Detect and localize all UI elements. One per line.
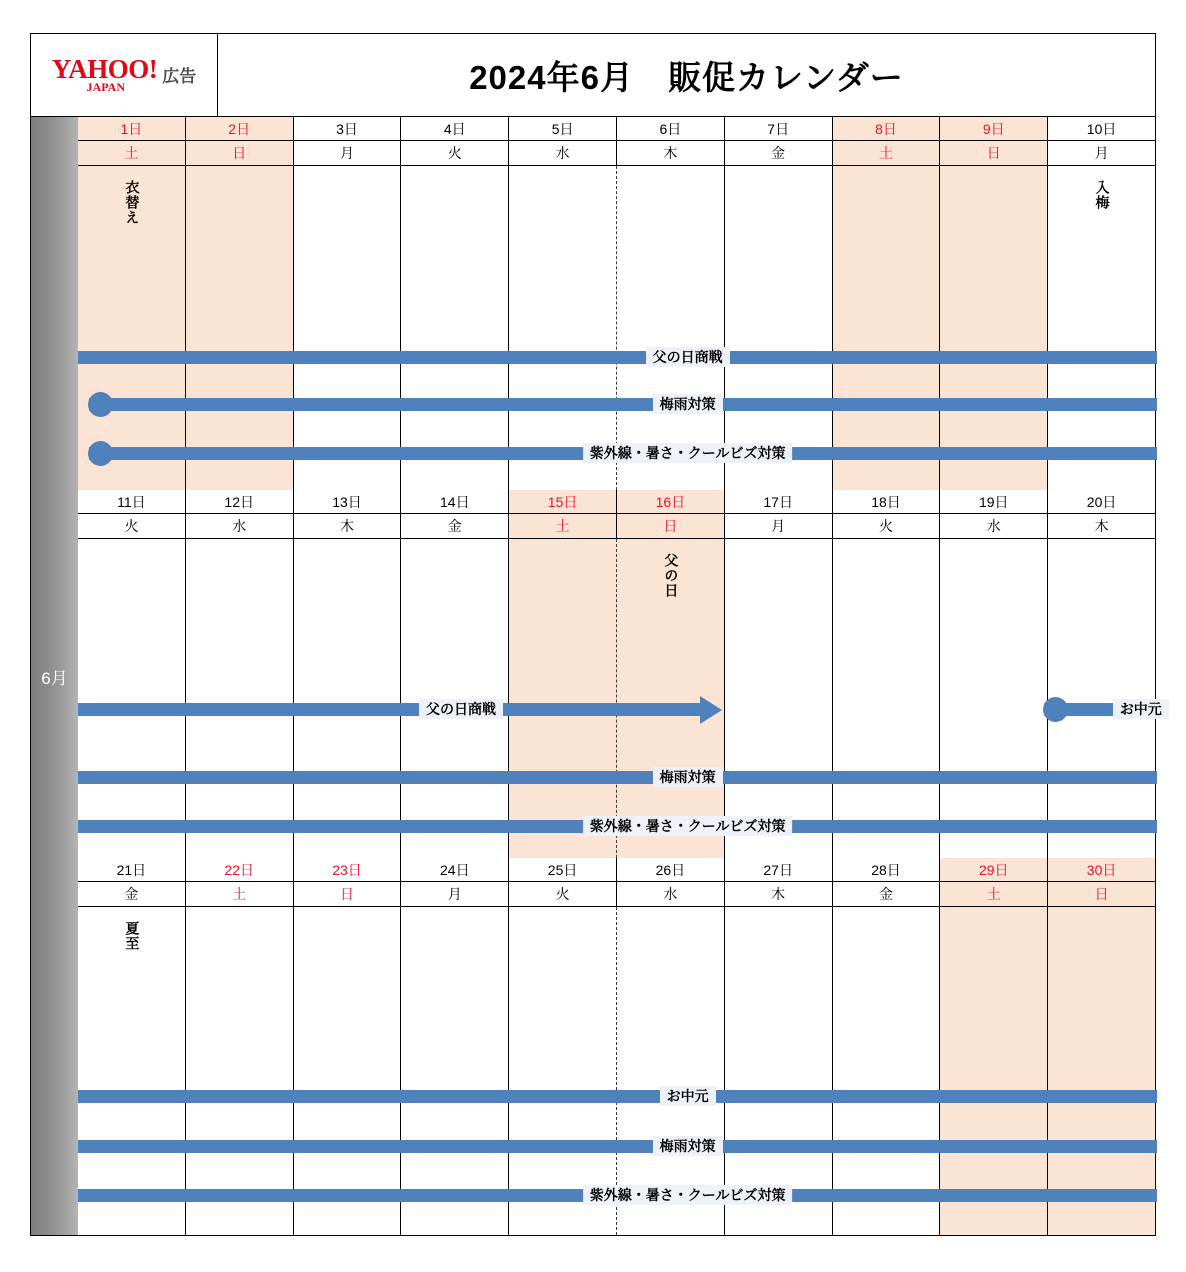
day-event-label: 衣替え [124,180,141,225]
date-header-row [78,490,1155,514]
date-cell[interactable]: 28日 [833,858,941,881]
campaign-label: 梅雨対策 [653,1136,723,1156]
campaign-bar[interactable] [89,398,1157,411]
date-cell[interactable]: 4日 [401,117,509,140]
day-column[interactable] [509,166,617,490]
date-cell[interactable]: 23日 [294,858,402,881]
date-cell[interactable]: 10日 [1048,117,1155,140]
day-column[interactable] [294,539,402,858]
weekday-cell: 木 [617,141,725,165]
date-cell[interactable]: 11日 [78,490,186,513]
day-column[interactable] [401,166,509,490]
day-column[interactable] [940,166,1048,490]
week-body [78,539,1162,858]
month-sidebar [31,117,78,1235]
weekday-cell: 月 [401,882,509,906]
weekday-cell: 水 [186,514,294,538]
date-cell[interactable]: 19日 [940,490,1048,513]
calendar-header [30,33,1156,117]
day-column[interactable] [833,166,941,490]
weekday-cell: 月 [294,141,402,165]
weekday-cell: 日 [294,882,402,906]
day-column[interactable] [1048,166,1155,490]
weekday-cell: 土 [186,882,294,906]
date-cell[interactable]: 18日 [833,490,941,513]
date-cell[interactable]: 1日 [78,117,186,140]
day-column[interactable] [1048,907,1155,1235]
campaign-bar[interactable] [78,771,1157,784]
weekday-cell: 金 [401,514,509,538]
campaign-bar[interactable] [78,1140,1157,1153]
day-column[interactable] [78,907,186,1235]
date-cell[interactable]: 12日 [186,490,294,513]
day-column[interactable] [725,166,833,490]
date-header-row [78,117,1155,141]
date-cell[interactable]: 30日 [1048,858,1155,881]
date-cell[interactable]: 5日 [509,117,617,140]
weekday-cell: 水 [940,514,1048,538]
date-cell[interactable]: 21日 [78,858,186,881]
weekday-cell: 水 [617,882,725,906]
weekday-cell: 土 [78,141,186,165]
date-cell[interactable]: 20日 [1048,490,1155,513]
day-column[interactable] [186,907,294,1235]
date-cell[interactable]: 9日 [940,117,1048,140]
day-event-label: 父の日 [663,553,680,598]
date-header-row [78,858,1155,882]
date-cell[interactable]: 16日 [617,490,725,513]
campaign-bar[interactable] [78,1090,1157,1103]
weekday-cell: 木 [294,514,402,538]
weekday-header-row [78,141,1155,166]
weeks-container [78,117,1162,1235]
weekday-cell: 金 [78,882,186,906]
campaign-label: 紫外線・暑さ・クールビズ対策 [583,1185,793,1205]
weekday-header-row [78,882,1155,907]
weekday-cell: 火 [509,882,617,906]
weekday-cell: 月 [1048,141,1155,165]
day-column[interactable] [294,166,402,490]
campaign-bar[interactable] [78,351,1157,364]
campaign-label: 紫外線・暑さ・クールビズ対策 [583,816,793,836]
day-column[interactable] [509,539,617,858]
day-event-label: 入梅 [1094,180,1111,210]
day-column[interactable] [294,907,402,1235]
day-columns [78,539,1155,858]
weekday-cell: 木 [1048,514,1155,538]
weekday-cell: 土 [509,514,617,538]
weekday-cell: 土 [940,882,1048,906]
date-cell[interactable]: 14日 [401,490,509,513]
weekday-cell: 火 [401,141,509,165]
campaign-bar[interactable] [78,703,704,716]
weekday-cell: 金 [725,141,833,165]
weekday-header-row [78,514,1155,539]
weekday-cell: 土 [833,141,941,165]
date-cell[interactable]: 6日 [617,117,725,140]
date-cell[interactable]: 27日 [725,858,833,881]
weekday-cell: 火 [833,514,941,538]
calendar-sheet [30,117,1162,1236]
day-column[interactable] [78,166,186,490]
campaign-label: 梅雨対策 [653,767,723,787]
month-label: 6月 [41,668,68,688]
weekday-cell: 日 [1048,882,1155,906]
week-body [78,907,1155,1235]
campaign-label: 紫外線・暑さ・クールビズ対策 [583,443,793,463]
weekday-cell: 水 [509,141,617,165]
date-cell[interactable]: 8日 [833,117,941,140]
day-event-label: 夏至 [124,921,141,951]
date-cell[interactable]: 17日 [725,490,833,513]
weekday-cell: 日 [186,141,294,165]
date-cell[interactable]: 29日 [940,858,1048,881]
day-column[interactable] [725,539,833,858]
date-cell[interactable]: 26日 [617,858,725,881]
week-row [78,117,1155,490]
weekday-cell: 金 [833,882,941,906]
weekday-cell: 月 [725,514,833,538]
day-column[interactable] [940,539,1048,858]
week-row [78,490,1162,858]
campaign-label: お中元 [660,1086,716,1106]
day-column[interactable] [78,539,186,858]
japan-subtext: JAPAN [86,80,125,94]
day-column[interactable] [617,539,725,858]
campaign-label: 梅雨対策 [653,394,723,414]
day-column[interactable] [617,166,725,490]
campaign-label: 父の日商戦 [646,347,730,367]
day-column[interactable] [186,166,294,490]
day-column[interactable] [186,539,294,858]
weekday-cell: 日 [940,141,1048,165]
week-body [78,166,1155,490]
date-cell[interactable]: 15日 [509,490,617,513]
day-columns [78,166,1155,490]
yahoo-japan-ads-logo [52,56,197,92]
date-cell[interactable]: 13日 [294,490,402,513]
yahoo-wordmark [52,56,158,92]
date-cell[interactable]: 24日 [401,858,509,881]
date-cell[interactable]: 3日 [294,117,402,140]
logo-cell [31,34,218,116]
date-cell[interactable]: 22日 [186,858,294,881]
weekday-cell: 日 [617,514,725,538]
day-column[interactable] [833,539,941,858]
day-column[interactable] [940,907,1048,1235]
weekday-cell: 木 [725,882,833,906]
title-cell [218,34,1155,116]
campaign-label: お中元 [1113,699,1169,719]
date-cell[interactable]: 25日 [509,858,617,881]
day-column[interactable] [833,907,941,1235]
weekday-cell: 火 [78,514,186,538]
day-column[interactable] [401,907,509,1235]
date-cell[interactable]: 7日 [725,117,833,140]
week-row [78,858,1155,1235]
date-cell[interactable]: 2日 [186,117,294,140]
kokoku-label: 広告 [162,66,197,86]
campaign-label: 父の日商戦 [419,699,503,719]
page-title: 2024年6月 販促カレンダー [469,58,904,96]
yahoo-brand-text: YAHOO! [51,54,158,84]
